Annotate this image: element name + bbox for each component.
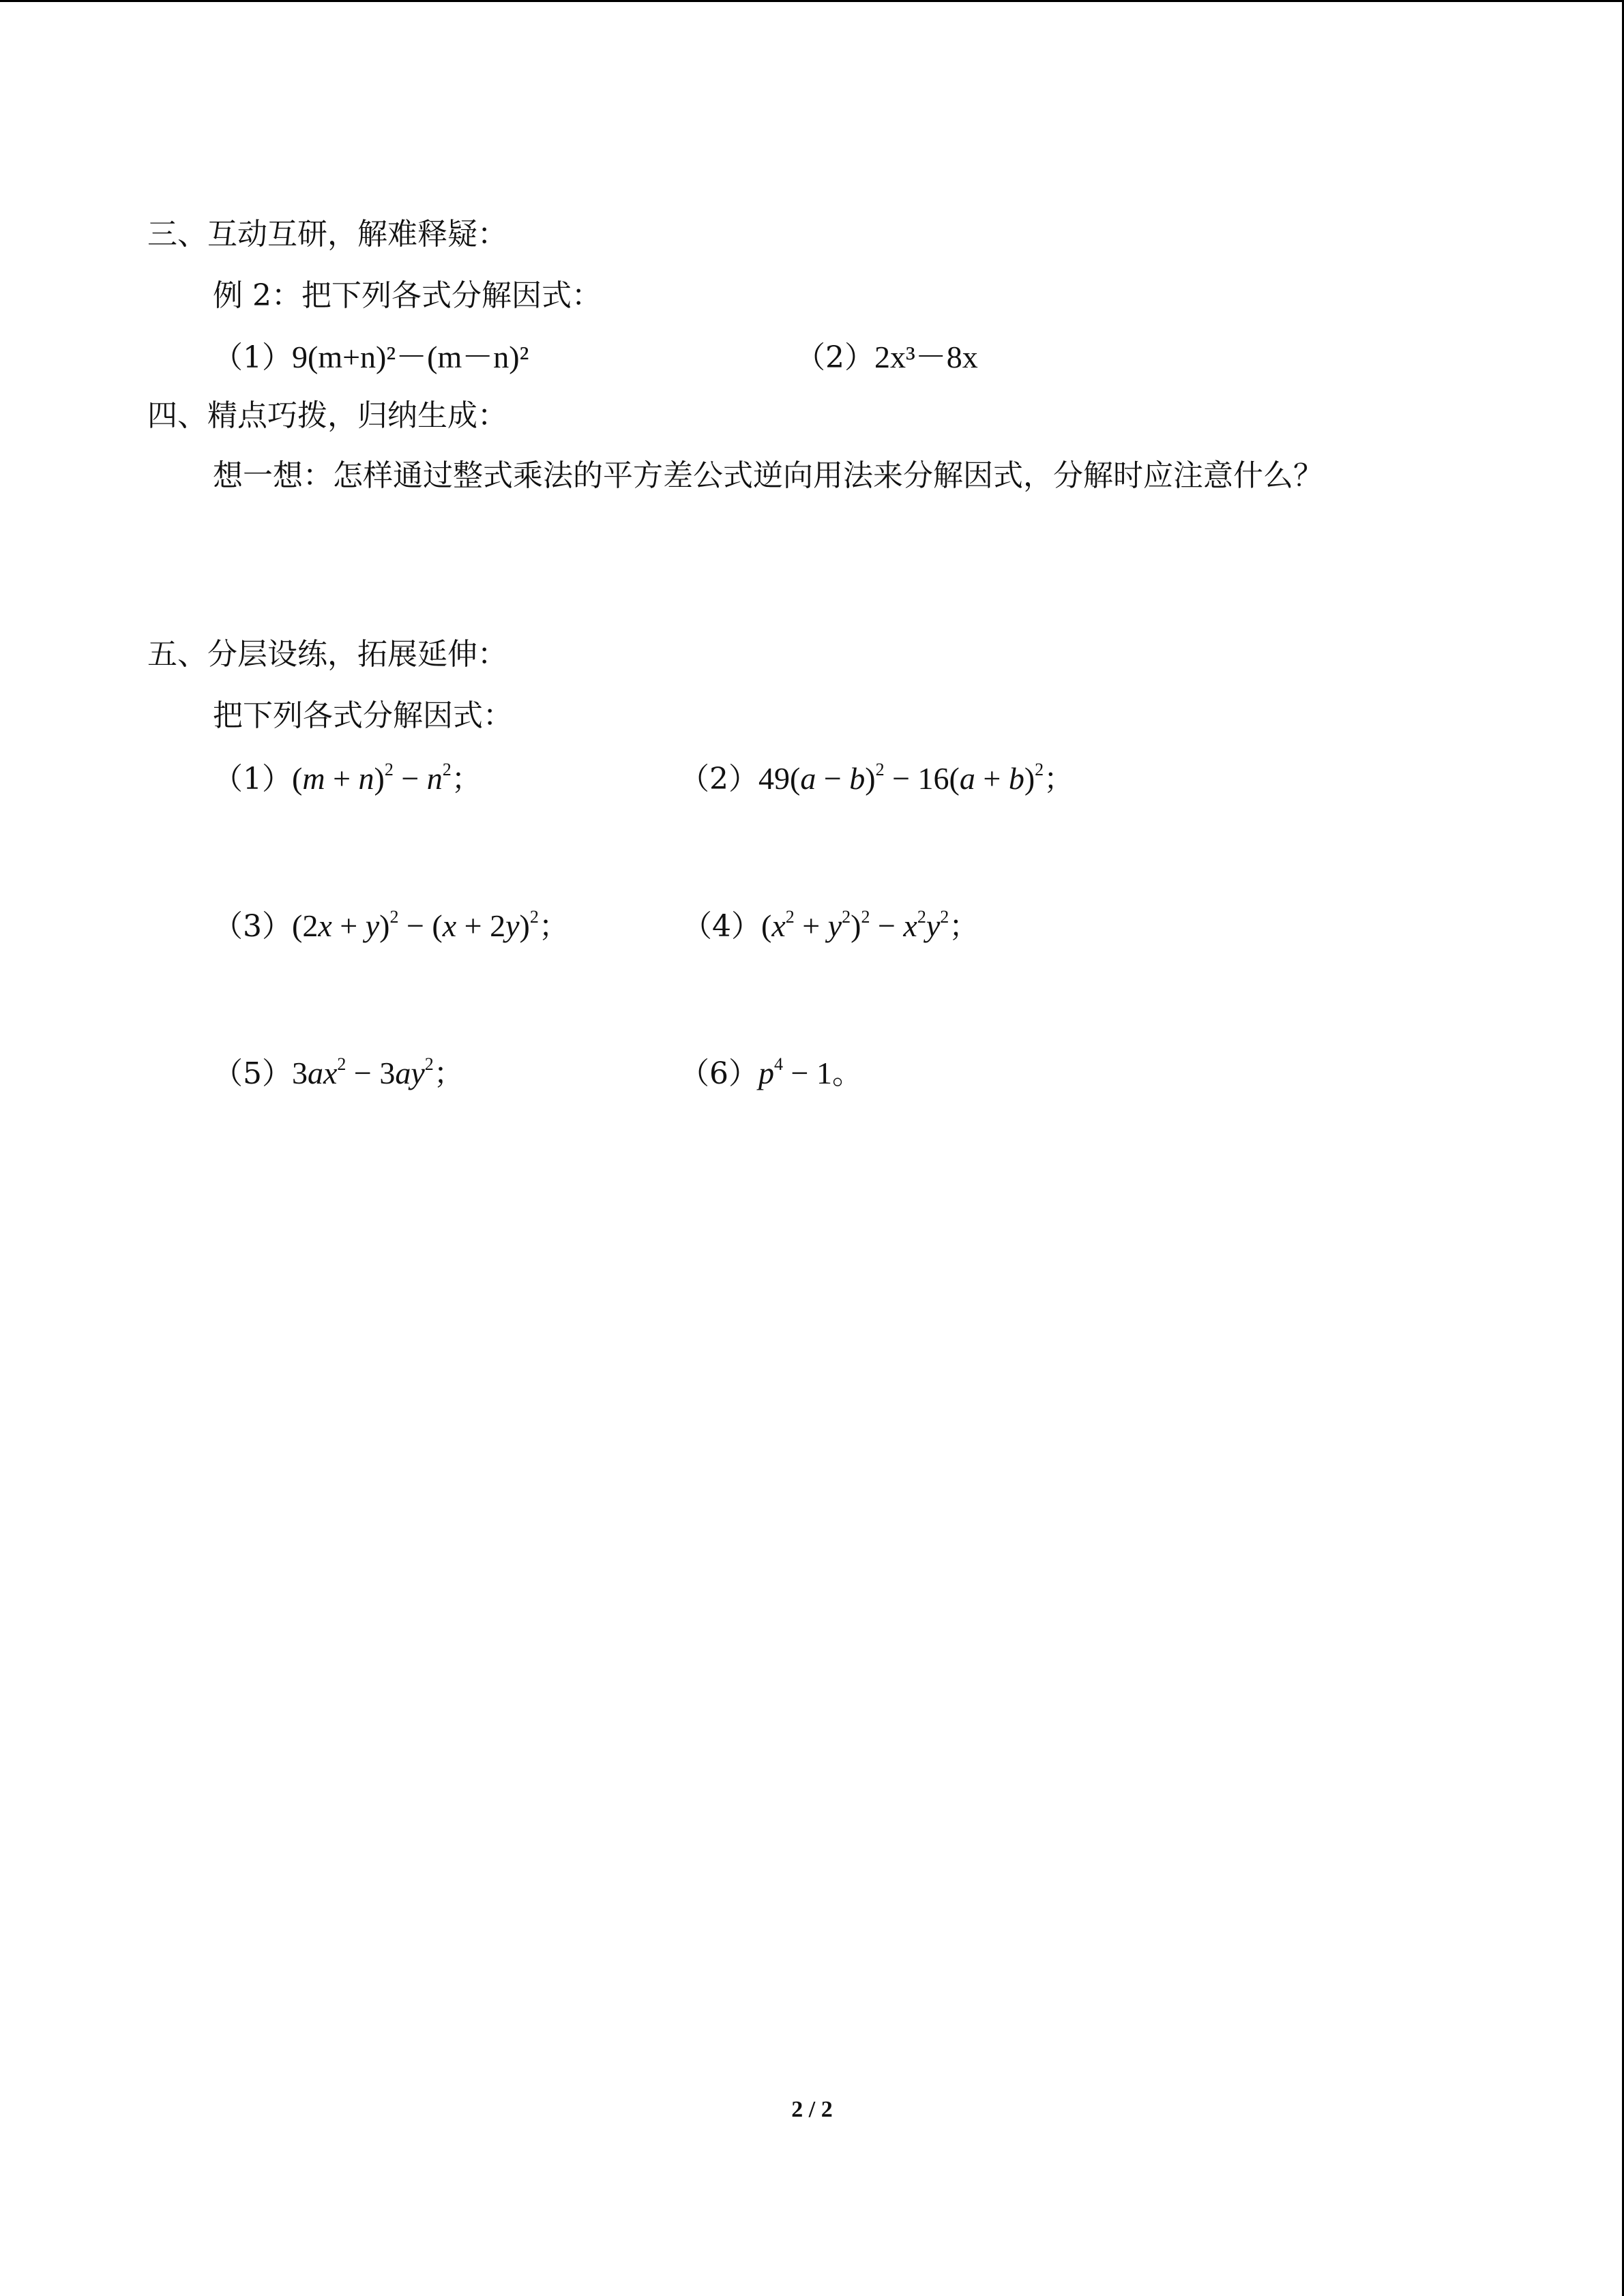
section-4-heading: 四、精点巧拨，归纳生成： (147, 398, 507, 433)
top-border (0, 0, 1624, 2)
item-number: （4） (682, 909, 761, 944)
think-question: 想一想：怎样通过整式乘法的平方差公式逆向用法来分解因式，分解时应注意什么？ (213, 458, 1323, 493)
item-punctuation: ； (433, 1056, 464, 1091)
item-expression: 2x³－8x (874, 340, 978, 374)
exercise-item-1 (213, 758, 482, 800)
exercise-item-3 (213, 906, 569, 947)
exercise-item-2 (679, 758, 1074, 800)
page-number: 2 / 2 (791, 2097, 833, 2122)
section-5-heading: 五、分层设练，拓展延伸： (147, 637, 507, 672)
math-expression: $(m + n)^2 - n^2$ (292, 760, 452, 796)
item-number: （3） (213, 909, 292, 944)
item-punctuation: ； (451, 762, 482, 796)
example-item-2 (795, 337, 978, 378)
exercise-item-5 (213, 1053, 464, 1094)
item-punctuation: ； (1044, 762, 1074, 796)
exercise-item-4 (682, 906, 979, 947)
math-expression: $(x^2 + y^2)^2 - x^2y^2$ (761, 907, 949, 943)
math-expression: $(2x + y)^2 - (x + 2y)^2$ (292, 907, 539, 943)
item-punctuation: 。 (831, 1056, 862, 1091)
item-number: （1） (213, 762, 292, 796)
math-expression: $3ax^2 - 3ay^2$ (292, 1054, 434, 1090)
example-item-1 (213, 337, 529, 378)
exercise-instruction: 把下列各式分解因式： (213, 698, 513, 733)
item-number: （1） (213, 340, 292, 375)
item-number: （2） (795, 340, 874, 375)
item-number: （2） (679, 762, 758, 796)
item-punctuation: ； (949, 909, 979, 944)
math-expression: $49(a - b)^2 - 16(a + b)^2$ (758, 760, 1044, 796)
item-number: （6） (679, 1056, 758, 1091)
section-3-heading: 三、互动互研，解难释疑： (147, 217, 507, 252)
item-expression: 9(m+n)²－(m－n)² (292, 340, 529, 374)
item-punctuation: ； (538, 909, 569, 944)
item-number: （5） (213, 1056, 292, 1091)
exercise-item-6 (679, 1053, 862, 1094)
math-expression: $p^4 - 1$ (758, 1054, 832, 1090)
example-2-label: 例 2：把下列各式分解因式： (213, 278, 602, 313)
